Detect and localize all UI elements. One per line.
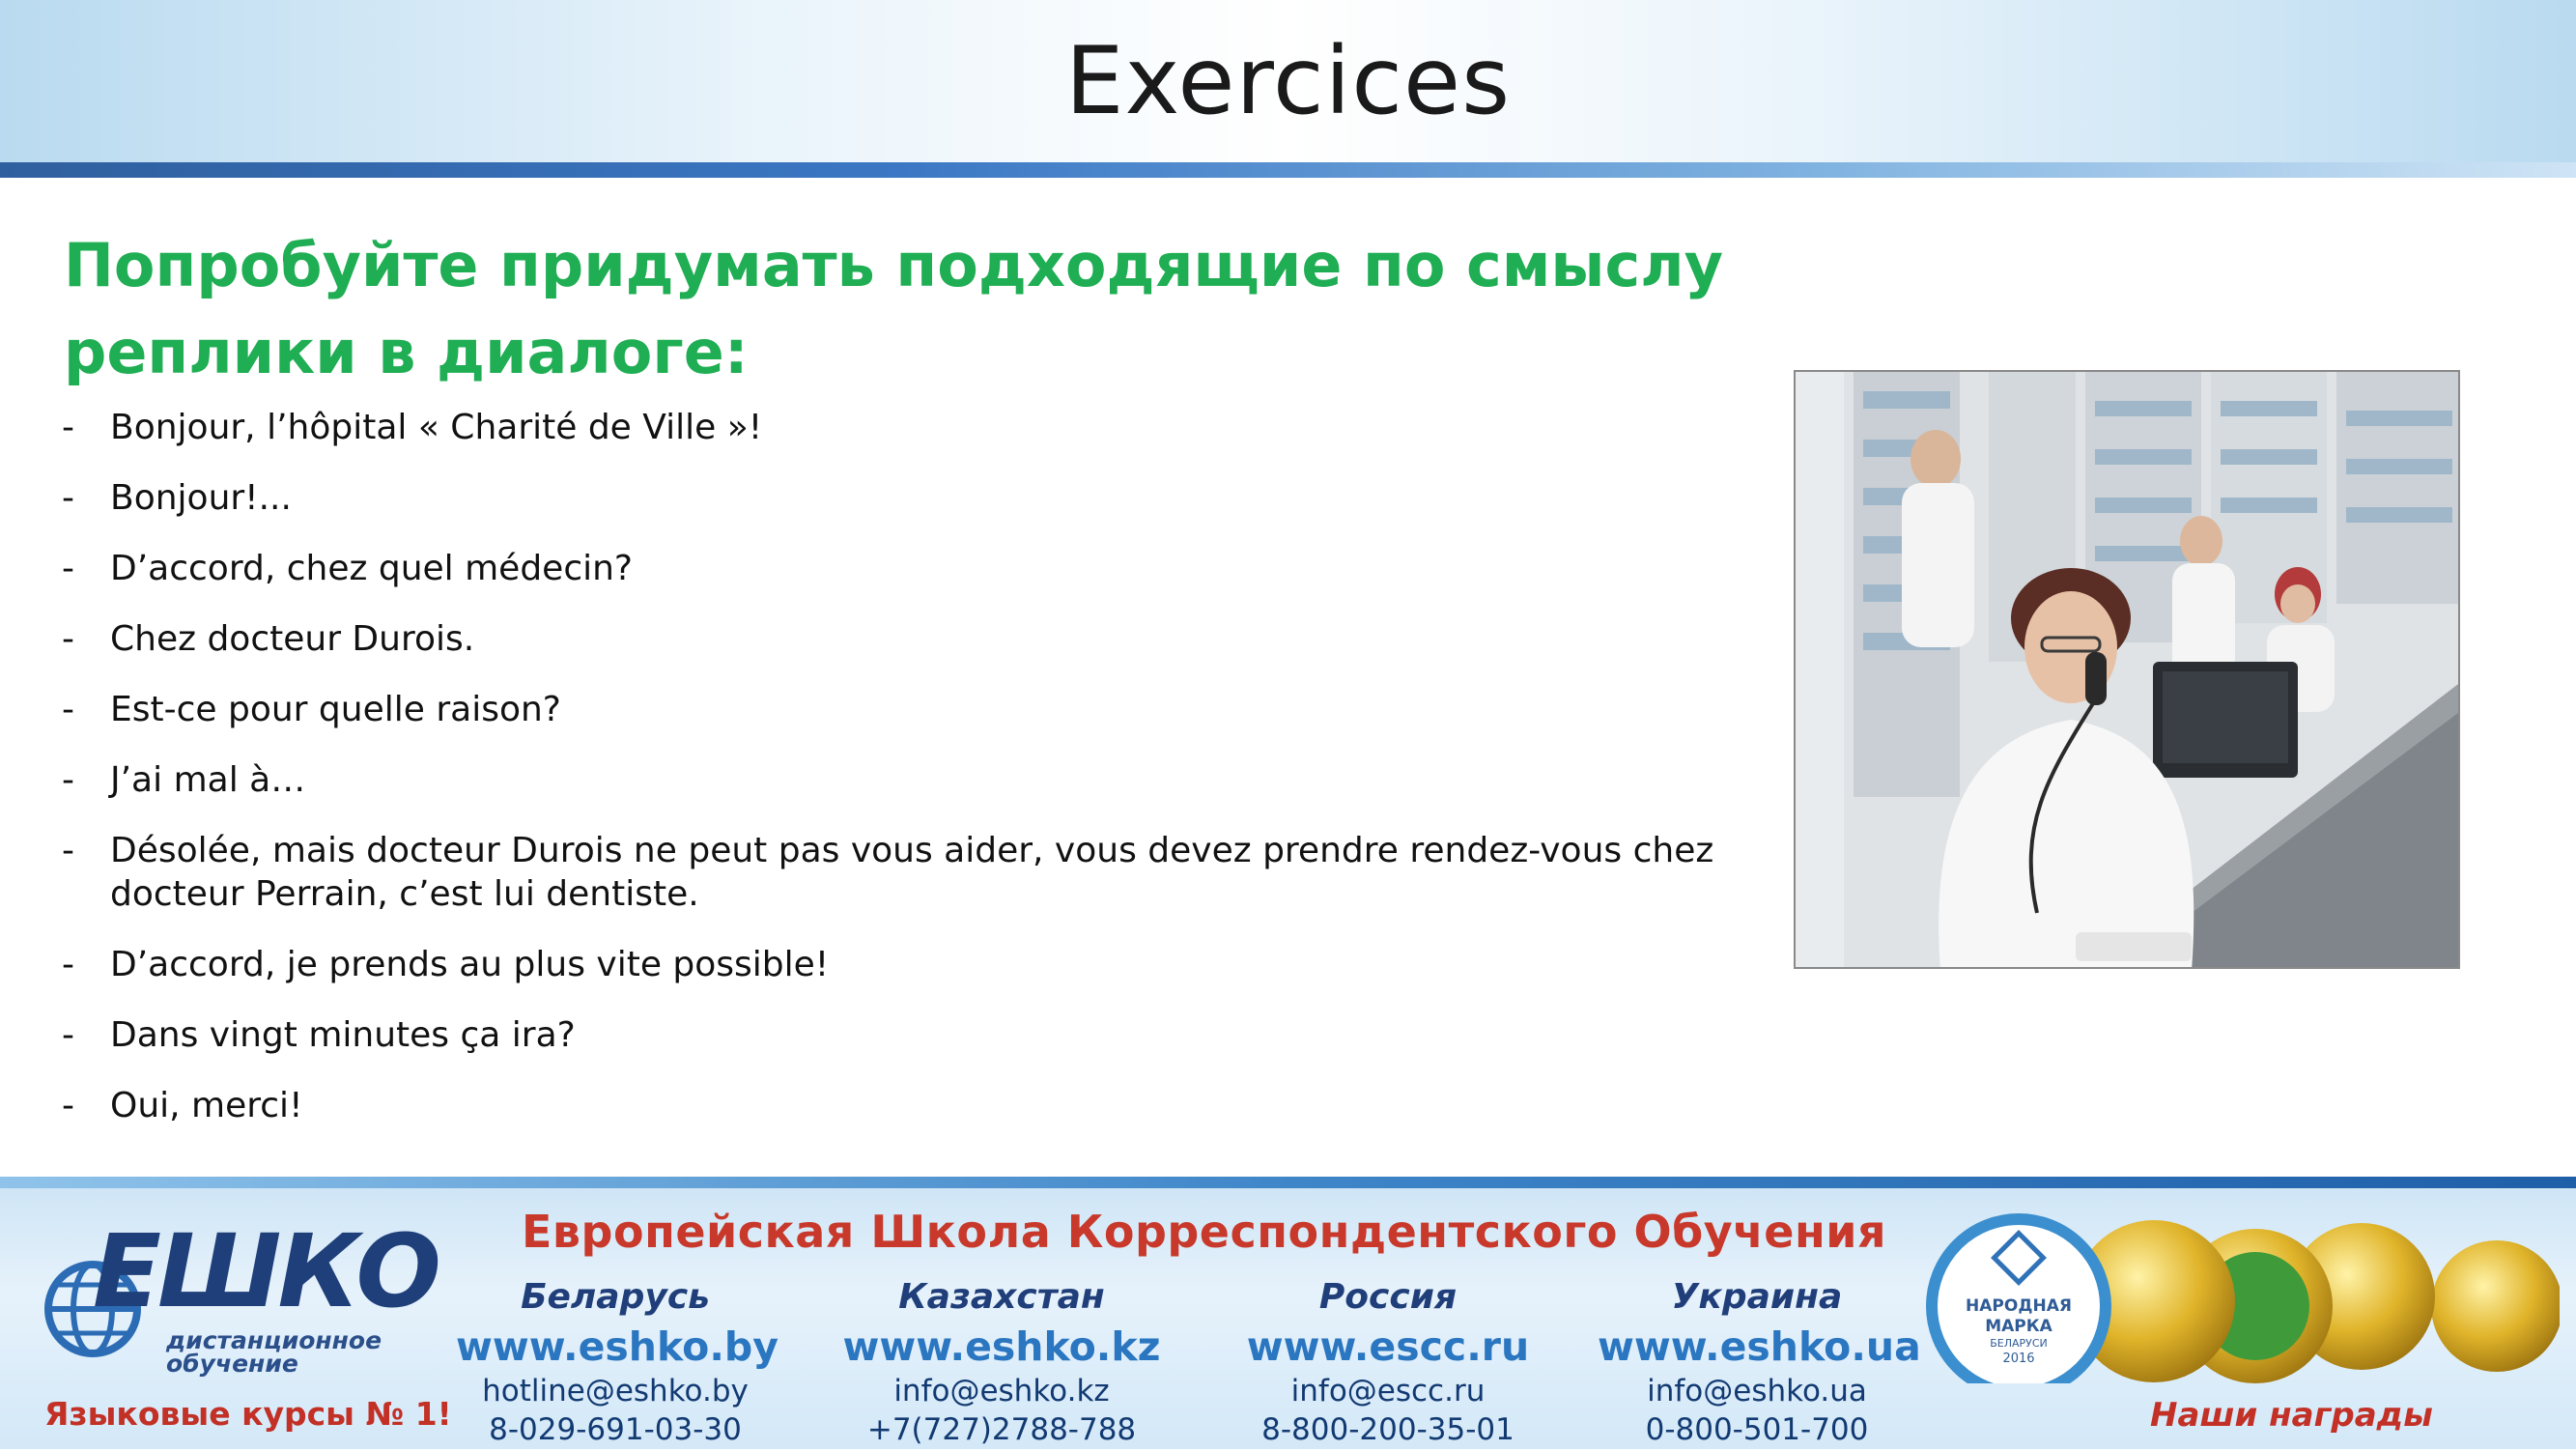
dialogue-text: Est-ce pour quelle raison? bbox=[110, 690, 561, 729]
dialogue-line bbox=[60, 943, 1760, 986]
dialogue-line bbox=[60, 476, 1760, 520]
country-phone: 8-800-200-35-01 bbox=[1261, 1412, 1514, 1447]
country-email[interactable]: info@eshko.ua bbox=[1647, 1374, 1867, 1408]
country-block-kazakhstan bbox=[842, 1277, 1161, 1451]
eshko-logo bbox=[35, 1212, 438, 1406]
country-website[interactable]: www.escc.ru bbox=[1246, 1323, 1530, 1370]
list-dash: - bbox=[62, 1086, 74, 1125]
dialogue-text: Bonjour!... bbox=[110, 478, 292, 518]
country-name: Украина bbox=[1671, 1277, 1843, 1317]
dialogue-text: Désolée, mais docteur Durois ne peut pas vous aider, vous devez prendre rendez-vous chez docteur Perrain, c’est lui dentiste. bbox=[110, 831, 1714, 914]
dialogue-text: Chez docteur Durois. bbox=[110, 619, 475, 659]
award-badge-text: БЕЛАРУСИ bbox=[1990, 1337, 2048, 1350]
country-block-russia bbox=[1229, 1277, 1547, 1451]
list-dash: - bbox=[62, 945, 74, 984]
country-name: Беларусь bbox=[521, 1277, 710, 1317]
country-block-ukraine bbox=[1598, 1277, 1921, 1451]
list-dash: - bbox=[62, 760, 74, 800]
award-badge-text: НАРОДНАЯ bbox=[1966, 1296, 2072, 1316]
award-badge-year: 2016 bbox=[2002, 1351, 2035, 1366]
dialogue-line bbox=[60, 617, 1760, 661]
list-dash: - bbox=[62, 690, 74, 729]
list-dash: - bbox=[62, 408, 74, 447]
dialogue-text: D’accord, je prends au plus vite possible! bbox=[110, 945, 830, 984]
dialogue-text: J’ai mal à… bbox=[110, 760, 306, 800]
dialogue-line bbox=[60, 758, 1760, 802]
country-phone: 0-800-501-700 bbox=[1645, 1412, 1869, 1447]
awards-medals bbox=[1922, 1209, 2560, 1383]
dialogue-line bbox=[60, 829, 1760, 916]
list-dash: - bbox=[62, 1015, 74, 1055]
logo-wordmark: ЕШКО bbox=[93, 1212, 438, 1330]
dialogue-line bbox=[60, 688, 1760, 731]
dialogue-text: Bonjour, l’hôpital « Charité de Ville »! bbox=[110, 408, 763, 447]
list-dash: - bbox=[62, 619, 74, 659]
logo-subtitle: дистанционное bbox=[166, 1326, 382, 1354]
country-email[interactable]: info@escc.ru bbox=[1290, 1374, 1486, 1408]
dialogue-line bbox=[60, 1084, 1760, 1127]
country-phone: 8-029-691-03-30 bbox=[489, 1412, 742, 1447]
footer-divider bbox=[0, 1177, 2576, 1188]
awards-label: Наши награды bbox=[2150, 1396, 2433, 1435]
dialogue-line bbox=[60, 1013, 1760, 1057]
header-divider bbox=[0, 162, 2576, 178]
award-badge-text: МАРКА bbox=[1985, 1317, 2052, 1336]
country-phone: +7(727)2788-788 bbox=[866, 1412, 1137, 1447]
dialogue-line bbox=[60, 547, 1760, 590]
country-website[interactable]: www.eshko.kz bbox=[842, 1323, 1161, 1370]
country-block-belarus bbox=[456, 1277, 778, 1451]
country-website[interactable]: www.eshko.by bbox=[456, 1323, 778, 1370]
logo-subtitle: обучение bbox=[166, 1350, 298, 1378]
slide-header bbox=[0, 0, 2576, 162]
dialogue-text: Oui, merci! bbox=[110, 1086, 303, 1125]
list-dash: - bbox=[62, 478, 74, 518]
school-name: Европейская Школа Корреспондентского Обучения bbox=[522, 1206, 1887, 1258]
slide-title: Exercices bbox=[1064, 27, 1512, 135]
task-heading: Попробуйте придумать подходящие по смыслу реплики в диалоге: bbox=[64, 230, 1724, 387]
list-dash: - bbox=[62, 831, 74, 870]
reception-photo bbox=[1794, 370, 2460, 969]
footer-banner bbox=[0, 1188, 2576, 1449]
list-dash: - bbox=[62, 549, 74, 588]
country-website[interactable]: www.eshko.ua bbox=[1598, 1323, 1921, 1370]
medals-illustration bbox=[1922, 1209, 2560, 1383]
country-email[interactable]: hotline@eshko.by bbox=[482, 1374, 749, 1408]
dialogue-line bbox=[60, 406, 1760, 449]
country-email[interactable]: info@eshko.kz bbox=[893, 1374, 1110, 1408]
reception-photo-illustration bbox=[1796, 372, 2460, 969]
country-name: Казахстан bbox=[898, 1277, 1105, 1317]
dialogue-list bbox=[60, 406, 1760, 1154]
dialogue-text: Dans vingt minutes ça ira? bbox=[110, 1015, 576, 1055]
country-name: Россия bbox=[1318, 1277, 1458, 1317]
tagline: Языковые курсы № 1! bbox=[44, 1395, 452, 1433]
dialogue-text: D’accord, chez quel médecin? bbox=[110, 549, 634, 588]
